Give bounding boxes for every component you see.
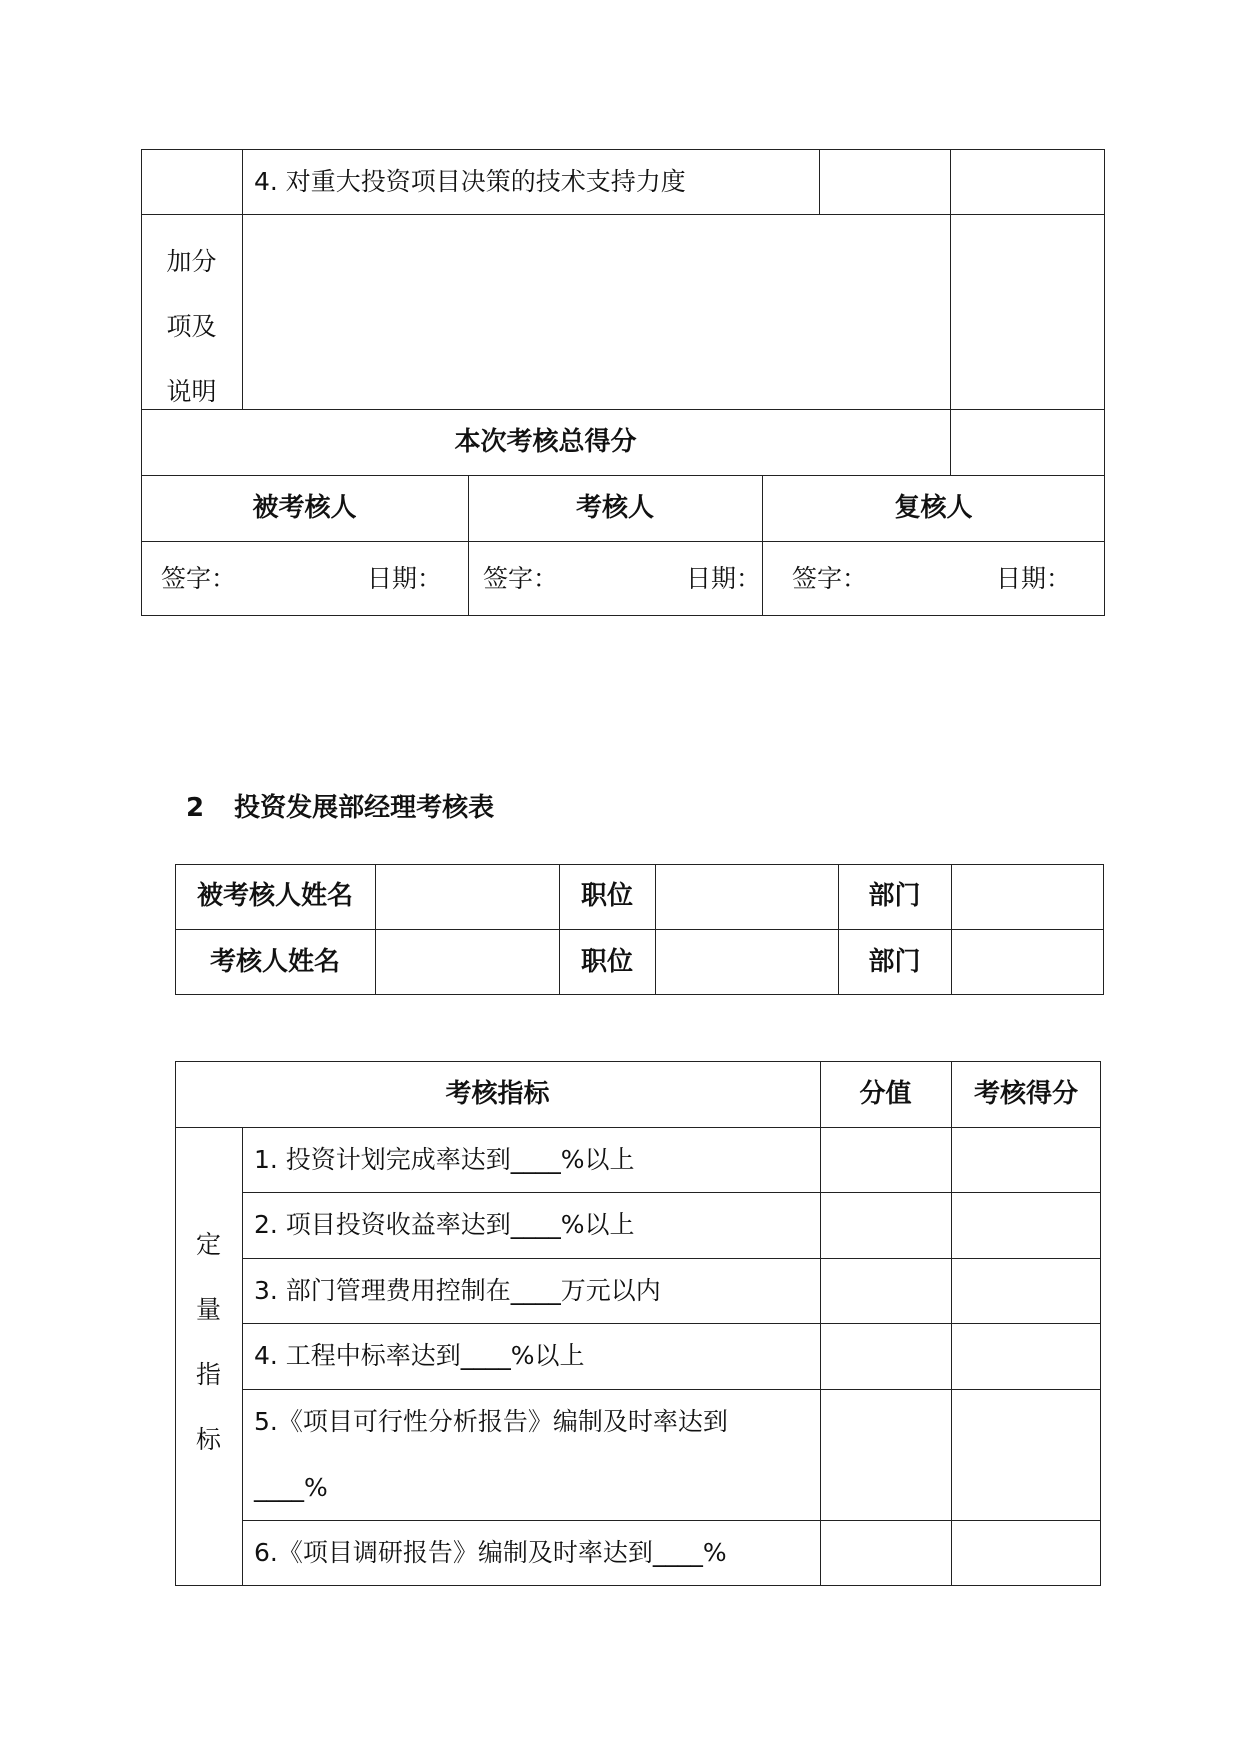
kpi-item-3: 3. 部门管理费用控制在____万元以内 (254, 1276, 661, 1305)
kpi-item-6: 6.《项目调研报告》编制及时率达到____% (254, 1538, 727, 1567)
sign-reviewer: 签字： (792, 564, 868, 593)
assessee-position-label: 职位 (580, 881, 633, 911)
bonus-label: 加分 项及 说明 (166, 247, 217, 406)
assessee-name-value[interactable] (375, 864, 559, 929)
assessor-position-label: 职位 (580, 947, 633, 977)
assessor-name-label: 考核人姓名 (209, 947, 340, 977)
sign-assessee: 签字： (161, 564, 237, 593)
header-score-got: 考核得分 (973, 1079, 1078, 1109)
kpi-item-2: 2. 项目投资收益率达到____%以上 (254, 1210, 635, 1239)
role-assessee: 被考核人 (252, 493, 357, 523)
section-heading (186, 787, 494, 824)
kpi-table (175, 1061, 1101, 1586)
role-assessor: 考核人 (575, 493, 654, 523)
kpi-item-5 (254, 1389, 814, 1520)
assessee-name-label: 被考核人姓名 (196, 881, 353, 911)
kpi-item-4: 4. 工程中标率达到____%以上 (254, 1341, 585, 1370)
kpi-item-5-line1: 5.《项目可行性分析报告》编制及时率达到 (254, 1407, 728, 1436)
assessee-dept-value[interactable] (951, 864, 1104, 929)
kpi-item-1: 1. 投资计划完成率达到____%以上 (254, 1145, 635, 1174)
date-assessor: 日期： (686, 564, 762, 593)
total-score-label: 本次考核总得分 (454, 427, 637, 457)
role-reviewer: 复核人 (894, 493, 973, 523)
assessor-position-value[interactable] (655, 929, 838, 995)
assessee-position-value[interactable] (655, 864, 838, 929)
info-table (175, 864, 1104, 995)
date-assessee: 日期： (367, 564, 443, 593)
group-label-quantitative: 定 量 指 标 (195, 1230, 221, 1454)
table1 (141, 149, 1105, 616)
indicator-item-4: 4. 对重大投资项目决策的技术支持力度 (254, 167, 686, 196)
section-title: 投资发展部经理考核表 (234, 793, 495, 823)
assessor-dept-value[interactable] (951, 929, 1104, 995)
section-number: 2 (186, 793, 205, 823)
assessee-dept-label: 部门 (868, 881, 921, 911)
date-reviewer: 日期： (996, 564, 1072, 593)
assessor-dept-label: 部门 (868, 947, 921, 977)
header-indicator: 考核指标 (445, 1079, 550, 1109)
assessor-name-value[interactable] (375, 929, 559, 995)
header-score-value: 分值 (859, 1079, 912, 1109)
sign-assessor: 签字： (483, 564, 559, 593)
kpi-item-5-line2: ____% (254, 1473, 328, 1502)
